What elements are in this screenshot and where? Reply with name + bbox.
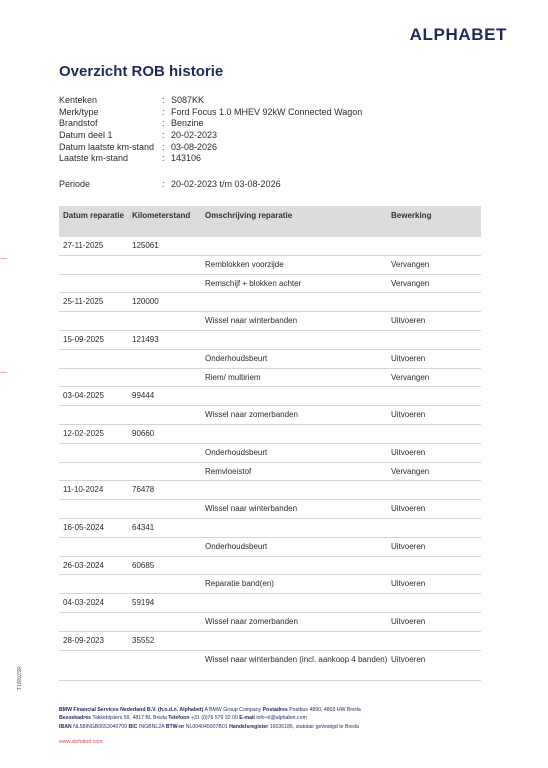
info-row [59, 107, 362, 119]
cell-date: 11-10-2024 [63, 485, 104, 495]
table-body [59, 237, 481, 681]
cell-mileage [132, 463, 205, 466]
cell-mileage: 76478 [132, 485, 155, 495]
cell-date: 28-09-2023 [63, 635, 104, 645]
cell-description [205, 632, 391, 635]
cell-mileage: 120000 [132, 297, 159, 307]
table-row [59, 463, 481, 482]
cell-action: Vervangen [391, 259, 430, 269]
cell-action: Uitvoeren [391, 654, 426, 664]
cell-description [205, 481, 391, 484]
cell-mileage: 90660 [132, 428, 155, 438]
cell-date [59, 312, 132, 315]
cell-description: Onderhoudsbeurt [205, 447, 268, 457]
cell-date: 03-04-2025 [63, 391, 104, 401]
table-row [59, 500, 481, 519]
cell-description: Wissel naar zomerbanden [205, 410, 298, 420]
cell-mileage: 35552 [132, 635, 155, 645]
footer-line-2: Bezoekadres Takkebijsters 59, 4817 BL Breda Telefoon +31 (0)76 579 32 00 E-mail info-nl@alphabet.com [59, 715, 307, 722]
table-row [59, 444, 481, 463]
info-value: Benzine [171, 118, 204, 129]
info-label: Periode [59, 179, 91, 190]
table-row [59, 293, 481, 312]
cell-description: Reparatie band(en) [205, 579, 274, 589]
cell-mileage [132, 538, 205, 541]
cell-date: 27-11-2025 [63, 241, 104, 250]
info-value: 20-02-2023 t/m 03-08-2026 [171, 179, 281, 190]
cell-action: Uitvoeren [391, 616, 426, 626]
table-row [59, 256, 481, 275]
cell-mileage [132, 275, 205, 278]
header-action: Bewerking [391, 211, 432, 220]
table-row [59, 369, 481, 388]
cell-description [205, 387, 391, 390]
table-row [59, 632, 481, 651]
website-link[interactable]: www.alphabet.com [59, 739, 103, 746]
cell-date [59, 444, 132, 447]
cell-action: Uitvoeren [391, 353, 426, 363]
cell-action: Vervangen [391, 278, 430, 288]
info-value: 143106 [171, 153, 202, 164]
cell-action [391, 293, 481, 296]
cell-description [205, 425, 391, 428]
info-row [59, 95, 362, 107]
info-row [59, 153, 362, 165]
table-row [59, 481, 481, 500]
cell-description [205, 293, 391, 296]
footer-line-3: IBAN NL58INGB0653040709 BIC INGBNL2A BTW-nr NL004045907B01 Handelsregister 16036186, statutair gevestigd te Breda [59, 723, 359, 730]
info-colon: : [162, 130, 165, 141]
cell-mileage [132, 613, 205, 616]
cell-action: Uitvoeren [391, 410, 426, 420]
info-colon: : [162, 106, 165, 117]
footer-line-1: BMW Financial Services Nederland B.V. (h.o.d.n. Alphabet) A BMW Group Company Postadres Postbus 4890, 4803 HW Breda [59, 707, 361, 713]
cell-date [59, 538, 132, 541]
page-title: Overzicht ROB historie [59, 63, 224, 80]
table-row [59, 613, 481, 632]
info-row-periode [59, 179, 362, 191]
cell-action [391, 331, 481, 334]
cell-description [205, 557, 391, 560]
cell-mileage: 121493 [132, 334, 159, 344]
cell-date [59, 500, 132, 503]
header-description: Omschrijving reparatie [205, 211, 293, 220]
info-colon: : [162, 95, 165, 105]
info-label: Kenteken [59, 95, 98, 105]
info-value: 03-08-2026 [171, 141, 218, 152]
info-row [59, 142, 362, 154]
cell-date [59, 651, 132, 654]
cell-mileage [132, 444, 205, 447]
cell-date: 04-03-2024 [63, 598, 104, 608]
margin-mark [0, 258, 7, 259]
cell-description [205, 237, 391, 240]
alphabet-logo: ALPHABET [409, 25, 507, 44]
cell-description: Onderhoudsbeurt [205, 353, 268, 363]
info-colon: : [162, 153, 165, 164]
cell-date: 15-09-2025 [63, 334, 104, 344]
header-date: Datum reparatie [63, 211, 124, 220]
cell-action [391, 632, 481, 635]
table-row [59, 312, 481, 331]
info-colon: : [162, 118, 165, 129]
cell-action: Uitvoeren [391, 579, 426, 589]
table-row [59, 237, 481, 256]
cell-description: Wissel naar winterbanden (incl. aankoop 4 banden) [205, 654, 388, 664]
cell-description [205, 594, 391, 597]
table-row [59, 538, 481, 557]
cell-mileage [132, 500, 205, 503]
info-row [59, 118, 362, 130]
info-label: Laatste km-stand [59, 153, 129, 164]
cell-date [59, 406, 132, 409]
info-row [59, 130, 362, 142]
info-label: Merk/type [59, 106, 99, 117]
cell-mileage: 125061 [132, 241, 159, 250]
cell-date: 26-03-2024 [63, 560, 104, 570]
cell-description: Wissel naar winterbanden [205, 504, 298, 514]
cell-action: Uitvoeren [391, 316, 426, 326]
cell-mileage [132, 406, 205, 409]
cell-date [59, 369, 132, 372]
margin-mark [0, 372, 7, 373]
cell-date [59, 275, 132, 278]
info-colon: : [162, 179, 165, 190]
cell-date: 25-11-2025 [63, 297, 104, 307]
info-colon: : [162, 141, 165, 152]
info-label: Datum laatste km-stand [59, 141, 155, 152]
cell-description: Remblokken voorzijde [205, 259, 284, 269]
table-row [59, 594, 481, 613]
cell-date [59, 463, 132, 466]
info-label: Datum deel 1 [59, 130, 113, 141]
info-value: 20-02-2023 [171, 130, 218, 141]
cell-action [391, 594, 481, 597]
table-row [59, 406, 481, 425]
cell-description [205, 331, 391, 334]
table-header [59, 206, 481, 237]
cell-mileage [132, 350, 205, 353]
vertical-code: T18002SR [17, 666, 23, 690]
cell-mileage [132, 651, 205, 654]
header-mileage: Kilometerstand [132, 211, 191, 220]
cell-mileage: 64341 [132, 522, 155, 532]
cell-description [205, 519, 391, 522]
table-row [59, 519, 481, 538]
cell-action: Uitvoeren [391, 447, 426, 457]
info-value: S087KK [171, 95, 205, 105]
footer [59, 706, 479, 747]
cell-action [391, 425, 481, 428]
cell-mileage: 99444 [132, 391, 155, 401]
cell-mileage: 59194 [132, 598, 155, 608]
cell-description: Riem/ multiriem [205, 372, 261, 382]
cell-date [59, 575, 132, 578]
cell-action [391, 387, 481, 390]
cell-mileage [132, 575, 205, 578]
cell-date: 12-02-2025 [63, 428, 104, 438]
table-row [59, 425, 481, 444]
cell-date [59, 256, 132, 259]
cell-action: Vervangen [391, 466, 430, 476]
cell-description: Wissel naar zomerbanden [205, 616, 298, 626]
table-row [59, 651, 481, 681]
table-row [59, 557, 481, 576]
cell-action: Uitvoeren [391, 541, 426, 551]
cell-description: Remvloeistof [205, 466, 252, 476]
cell-action: Vervangen [391, 372, 430, 382]
table-row [59, 575, 481, 594]
info-value: Ford Focus 1.0 MHEV 92kW Connected Wagon [171, 106, 363, 117]
cell-mileage: 60685 [132, 560, 155, 570]
table-row [59, 350, 481, 369]
cell-description: Wissel naar winterbanden [205, 316, 298, 326]
cell-description: Onderhoudsbeurt [205, 541, 268, 551]
cell-action [391, 237, 481, 240]
table-row [59, 387, 481, 406]
cell-action [391, 481, 481, 484]
cell-date: 16-05-2024 [63, 522, 104, 532]
cell-action [391, 557, 481, 560]
cell-mileage [132, 256, 205, 259]
cell-action: Uitvoeren [391, 504, 426, 514]
table-row [59, 331, 481, 350]
cell-description: Remschijf + blokken achter [205, 278, 302, 288]
cell-mileage [132, 369, 205, 372]
repair-history-table [59, 206, 481, 681]
vehicle-info [59, 95, 362, 191]
cell-date [59, 350, 132, 353]
cell-action [391, 519, 481, 522]
cell-date [59, 613, 132, 616]
cell-mileage [132, 312, 205, 315]
table-row [59, 275, 481, 294]
info-label: Brandstof [59, 118, 98, 129]
